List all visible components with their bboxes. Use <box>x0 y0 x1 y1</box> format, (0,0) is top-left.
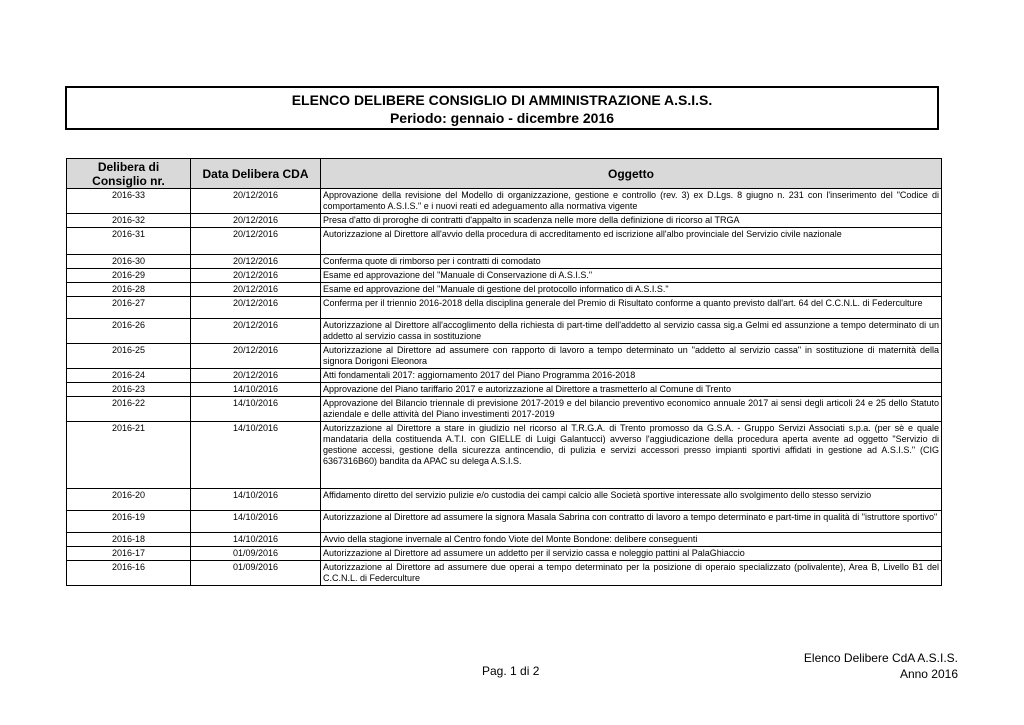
cell-delibera-date: 20/12/2016 <box>191 189 321 214</box>
cell-delibera-date: 14/10/2016 <box>191 422 321 489</box>
cell-delibera-nr: 2016-29 <box>67 269 191 283</box>
table-row <box>67 214 942 228</box>
cell-delibera-subject: Esame ed approvazione del "Manuale di Conservazione di A.S.I.S." <box>321 269 942 283</box>
cell-delibera-nr: 2016-33 <box>67 189 191 214</box>
cell-delibera-date: 20/12/2016 <box>191 297 321 319</box>
cell-delibera-nr: 2016-17 <box>67 547 191 561</box>
table-row <box>67 533 942 547</box>
cell-delibera-nr: 2016-16 <box>67 561 191 586</box>
cell-delibera-subject: Autorizzazione al Direttore all'accoglimento della richiesta di part-time dell'addetto al servizio cassa sig.a Gelmi ed assunzione a tempo determinato di un addetto al servizio cassa in sostituzione <box>321 319 942 344</box>
cell-delibera-date: 01/09/2016 <box>191 547 321 561</box>
cell-delibera-subject: Atti fondamentali 2017: aggiornamento 2017 del Piano Programma 2016-2018 <box>321 369 942 383</box>
table-row <box>67 344 942 369</box>
footer-year: Anno 2016 <box>899 667 958 681</box>
table-row <box>67 319 942 344</box>
cell-delibera-subject: Conferma quote di rimborso per i contratti di comodato <box>321 255 942 269</box>
column-header-nr: Delibera di Consiglio nr. <box>67 159 191 189</box>
cell-delibera-date: 01/09/2016 <box>191 561 321 586</box>
cell-delibera-subject: Avvio della stagione invernale al Centro fondo Viote del Monte Bondone: delibere conseguenti <box>321 533 942 547</box>
cell-delibera-date: 20/12/2016 <box>191 319 321 344</box>
cell-delibera-nr: 2016-28 <box>67 283 191 297</box>
cell-delibera-date: 14/10/2016 <box>191 533 321 547</box>
cell-delibera-subject: Presa d'atto di proroghe di contratti d'appalto in scadenza nelle more della definizione di ricorso al TRGA <box>321 214 942 228</box>
table-row <box>67 547 942 561</box>
table-row <box>67 189 942 214</box>
page-number: Pag. 1 di 2 <box>482 664 540 678</box>
cell-delibera-date: 20/12/2016 <box>191 228 321 255</box>
footer-doc-name: Elenco Delibere CdA A.S.I.S. <box>803 651 958 665</box>
cell-delibera-nr: 2016-32 <box>67 214 191 228</box>
cell-delibera-date: 14/10/2016 <box>191 489 321 511</box>
cell-delibera-subject: Affidamento diretto del servizio pulizie e/o custodia dei campi calcio alle Società sportive interessate allo svolgimento dello stesso servizio <box>321 489 942 511</box>
cell-delibera-subject: Approvazione del Bilancio triennale di previsione 2017-2019 e del bilancio preventivo economico annuale 2017 ai sensi degli articoli 24 e 25 dello Statuto aziendale e delle attività del Piano investimenti 2017-2019 <box>321 397 942 422</box>
cell-delibera-subject: Autorizzazione al Direttore ad assumere due operai a tempo determinato per la posizione di operaio specializzato (polivalente), Area B, Livello B1 del C.C.N.L. di Federculture <box>321 561 942 586</box>
cell-delibera-nr: 2016-27 <box>67 297 191 319</box>
cell-delibera-subject: Autorizzazione al Direttore ad assumere un addetto per il servizio cassa e noleggio pattini al PalaGhiaccio <box>321 547 942 561</box>
document-period: Periodo: gennaio - dicembre 2016 <box>389 110 615 126</box>
cell-delibera-subject: Esame ed approvazione del "Manuale di gestione del protocollo informatico di A.S.I.S." <box>321 283 942 297</box>
cell-delibera-nr: 2016-21 <box>67 422 191 489</box>
cell-delibera-subject: Autorizzazione al Direttore ad assumere con rapporto di lavoro a tempo determinato un "addetto al servizio cassa" in sostituzione di maternità della signora Dorigoni Eleonora <box>321 344 942 369</box>
cell-delibera-date: 20/12/2016 <box>191 344 321 369</box>
table-row <box>67 489 942 511</box>
cell-delibera-nr: 2016-26 <box>67 319 191 344</box>
column-header-subject: Oggetto <box>321 159 942 189</box>
table-row <box>67 269 942 283</box>
deliberations-table <box>66 158 942 586</box>
cell-delibera-subject: Approvazione del Piano tariffario 2017 e autorizzazione al Direttore a trasmetterlo al Comune di Trento <box>321 383 942 397</box>
cell-delibera-date: 20/12/2016 <box>191 369 321 383</box>
cell-delibera-nr: 2016-31 <box>67 228 191 255</box>
cell-delibera-nr: 2016-18 <box>67 533 191 547</box>
table-row <box>67 255 942 269</box>
cell-delibera-date: 14/10/2016 <box>191 383 321 397</box>
cell-delibera-nr: 2016-23 <box>67 383 191 397</box>
table-row <box>67 397 942 422</box>
cell-delibera-subject: Autorizzazione al Direttore all'avvio della procedura di accreditamento ed iscrizione all'albo provinciale del Servizio civile nazionale <box>321 228 942 255</box>
cell-delibera-nr: 2016-30 <box>67 255 191 269</box>
cell-delibera-date: 14/10/2016 <box>191 511 321 533</box>
table-header-row <box>67 159 942 189</box>
table-row <box>67 297 942 319</box>
cell-delibera-nr: 2016-24 <box>67 369 191 383</box>
cell-delibera-nr: 2016-20 <box>67 489 191 511</box>
cell-delibera-subject: Approvazione della revisione del Modello di organizzazione, gestione e controllo (rev. 3) ex D.Lgs. 8 giugno n. 231 con l'inserimento del "Codice di comportamento A.S.I.S." e i nuovi reati ed adeguamento alla normativa vigente <box>321 189 942 214</box>
table-row <box>67 228 942 255</box>
cell-delibera-subject: Autorizzazione al Direttore ad assumere la signora Masala Sabrina con contratto di lavoro a tempo determinato e part-time in qualità di "istruttore sportivo" <box>321 511 942 533</box>
cell-delibera-date: 14/10/2016 <box>191 397 321 422</box>
table-row <box>67 511 942 533</box>
table-row <box>67 283 942 297</box>
cell-delibera-date: 20/12/2016 <box>191 283 321 297</box>
cell-delibera-date: 20/12/2016 <box>191 214 321 228</box>
document-title-box <box>65 86 939 130</box>
column-header-date: Data Delibera CDA <box>191 159 321 189</box>
cell-delibera-date: 20/12/2016 <box>191 269 321 283</box>
cell-delibera-date: 20/12/2016 <box>191 255 321 269</box>
table-row <box>67 561 942 586</box>
table-row <box>67 383 942 397</box>
table-row <box>67 369 942 383</box>
footer-doc-info <box>804 650 958 682</box>
cell-delibera-nr: 2016-25 <box>67 344 191 369</box>
cell-delibera-subject: Autorizzazione al Direttore a stare in giudizio nel ricorso al T.R.G.A. di Trento promosso da G.S.A. - Gruppo Servizi Associati s.p.a. (per sè e quale mandataria della costituenda A.T.I. con GIELLE di Luigi Galantucci) avverso l'aggiudicazione della procedura aperta avente ad oggetto "Servizio di gestione accessi, gestione della sicurezza antincendio, di pulizia e servizi accessori presso impianti sportivi affidati in gestione ad A.S.I.S." (CIG 6367316B60) bandita da APAC su delega A.S.I.S. <box>321 422 942 489</box>
document-title: ELENCO DELIBERE CONSIGLIO DI AMMINISTRAZIONE A.S.I.S. <box>291 92 713 108</box>
table-row <box>67 422 942 489</box>
cell-delibera-nr: 2016-19 <box>67 511 191 533</box>
cell-delibera-nr: 2016-22 <box>67 397 191 422</box>
cell-delibera-subject: Conferma per il triennio 2016-2018 della disciplina generale del Premio di Risultato conforme a quanto previsto dall'art. 64 del C.C.N.L. di Federculture <box>321 297 942 319</box>
